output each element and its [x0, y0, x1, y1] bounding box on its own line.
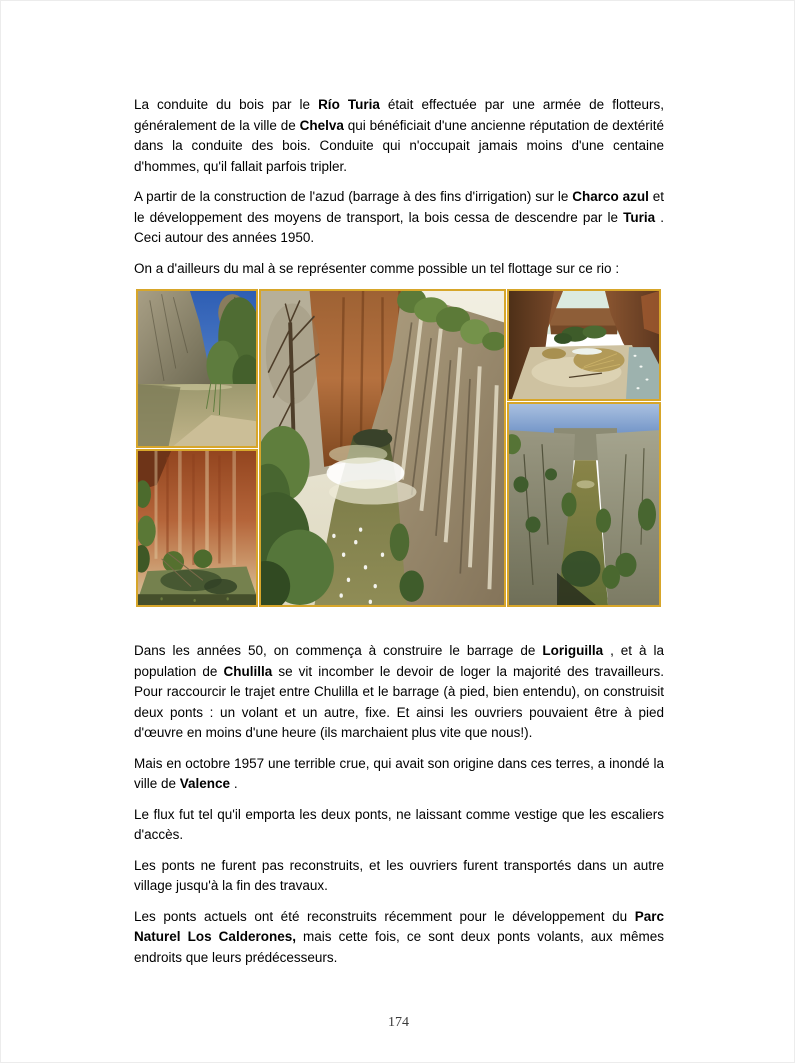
photo-gorge-river-large: [259, 289, 506, 607]
photo-canyon-river-overview: [507, 402, 661, 607]
collage-right-column: [507, 289, 661, 607]
collage-left-column: [136, 289, 258, 607]
paragraph-2: A partir de la construction de l'azud (barrage à des fins d'irrigation) sur le Charco azul et le développement des moyens de transport, la bois cessa de descendre par le Turia . Ceci autour des années 1950.: [134, 189, 664, 245]
paragraph-7: Les ponts ne furent pas reconstruits, et les ouvriers furent transportés dans un autre village jusqu'à la fin des travaux.: [134, 857, 664, 893]
paragraph-6: Le flux fut tel qu'il emporta les deux ponts, ne laissant comme vestige que les escaliers d'accès.: [134, 806, 664, 842]
collage-center-column: [259, 289, 506, 607]
paragraph-8: Les ponts actuels ont été reconstruits récemment pour le développement du Parc Naturel Los Calderones, mais cette fois, ce sont deux ponts volants, aux mêmes endroits que leurs prédécesseurs.: [134, 908, 664, 965]
paragraph-3: On a d'ailleurs du mal à se représenter comme possible un tel flottage sur ce rio :: [134, 260, 620, 276]
page-number: 174: [388, 1015, 409, 1030]
photo-gravel-riverbed-canyon: [507, 289, 661, 401]
paragraph-1: La conduite du bois par le Río Turia était effectuée par une armée de flotteurs, généralement de la ville de Chelva qui bénéficiait d'une ancienne réputation de dextérité dans la conduite des bois. Conduite qui n'occupait jamais moins d'une centaine d'hommes, qu'il fallait parfois tripler.: [134, 97, 665, 174]
photo-red-cliff-pool: [136, 449, 258, 607]
photo-collage: [136, 289, 661, 607]
photo-canyon-river-reeds: [136, 289, 258, 448]
paragraph-5: Mais en octobre 1957 une terrible crue, qui avait son origine dans ces terres, a inondé la ville de Valence .: [134, 755, 664, 791]
paragraph-4: Dans les années 50, on commença à construire le barrage de Loriguilla , et à la population de Chulilla se vit incomber le devoir de loger la majorité des travailleurs. Pour raccourcir le trajet entre Chulilla et le barrage (à pied, bien entendu), on construisit deux ponts : un volant et un autre, fixe. Et ainsi les ouvriers pouvaient être à pied d'œuvre en moins d'une heure (ils marchaient plus vite que nous!).: [134, 643, 665, 740]
document-body: [134, 95, 664, 978]
